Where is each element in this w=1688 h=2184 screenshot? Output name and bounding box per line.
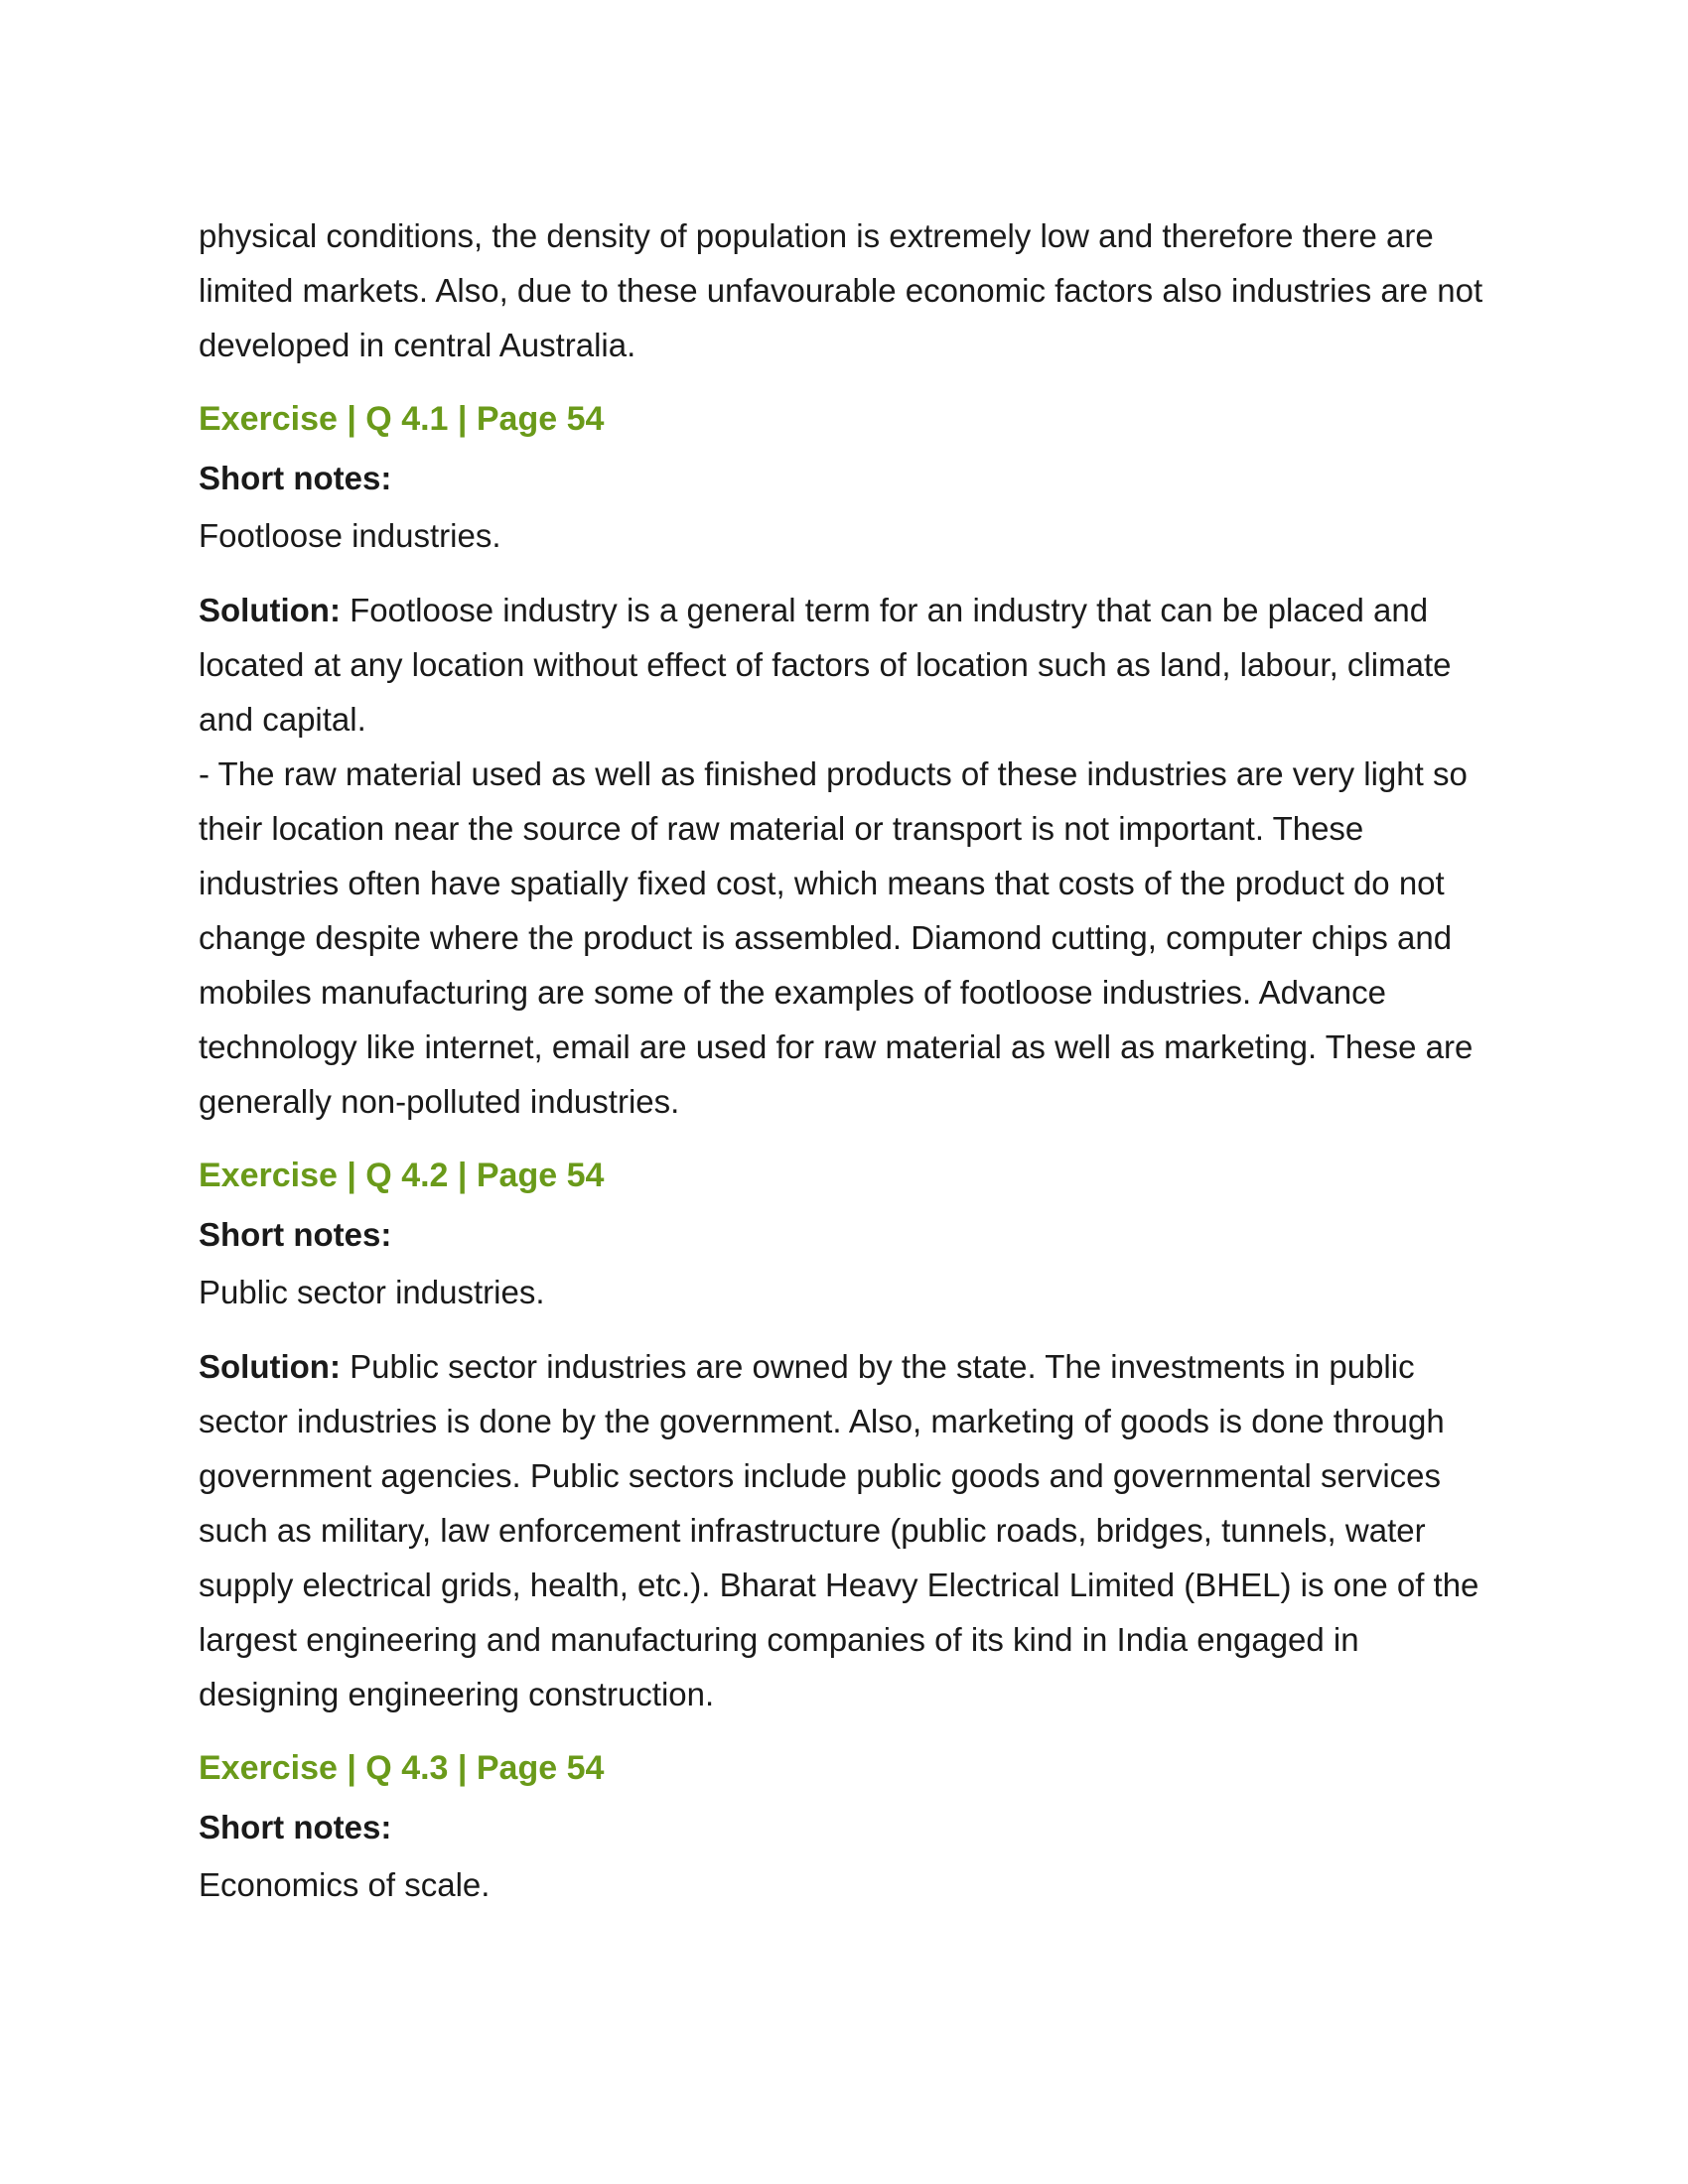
- exercise-heading: Exercise | Q 4.2 | Page 54: [199, 1157, 605, 1194]
- exercise-section-4-3: [199, 1741, 1499, 1912]
- solution-label: Solution:: [199, 592, 341, 628]
- intro-paragraph: physical conditions, the density of population is extremely low and therefore there are limited markets. Also, due to these unfavourable economic factors also industries are not developed in central Australia.: [199, 217, 1483, 363]
- short-notes-label: Short notes:: [199, 1216, 392, 1253]
- exercise-section-4-1: [199, 392, 1499, 1129]
- exercise-heading: Exercise | Q 4.1 | Page 54: [199, 400, 605, 438]
- short-notes-label: Short notes:: [199, 1809, 392, 1845]
- exercise-heading: Exercise | Q 4.3 | Page 54: [199, 1749, 605, 1787]
- question-text: Footloose industries.: [199, 517, 501, 554]
- solution-text: Public sector industries are owned by the state. The investments in public sector industries is done by the government. Also, marketing of goods is done through government agencies. Public sectors include public goods and governmental services such as military, law enforcement infrastructure (public roads, bridges, tunnels, water supply electrical grids, health, etc.). Bharat Heavy Electrical Limited (BHEL) is one of the largest engineering and manufacturing companies of its kind in India engaged in designing engineering construction.: [199, 1348, 1479, 1712]
- question-text: Economics of scale.: [199, 1866, 491, 1903]
- solution-paragraph: [199, 583, 1499, 747]
- short-notes-label: Short notes:: [199, 460, 392, 496]
- solution-text: Footloose industry is a general term for an industry that can be placed and located at any location without effect of factors of location such as land, labour, climate and capital.: [199, 592, 1452, 738]
- solution-label: Solution:: [199, 1348, 341, 1385]
- document-page: [199, 208, 1499, 1912]
- exercise-section-4-2: [199, 1149, 1499, 1721]
- question-text: Public sector industries.: [199, 1274, 545, 1310]
- solution-paragraph: [199, 1339, 1499, 1721]
- solution-extra-paragraph: - The raw material used as well as finished products of these industries are very light so their location near the source of raw material or transport is not important. These industries often have spatially fixed cost, which means that costs of the product do not change despite where the product is assembled. Diamond cutting, computer chips and mobiles manufacturing are some of the examples of footloose industries. Advance technology like internet, email are used for raw material as well as marketing. These are generally non-polluted industries.: [199, 755, 1474, 1120]
